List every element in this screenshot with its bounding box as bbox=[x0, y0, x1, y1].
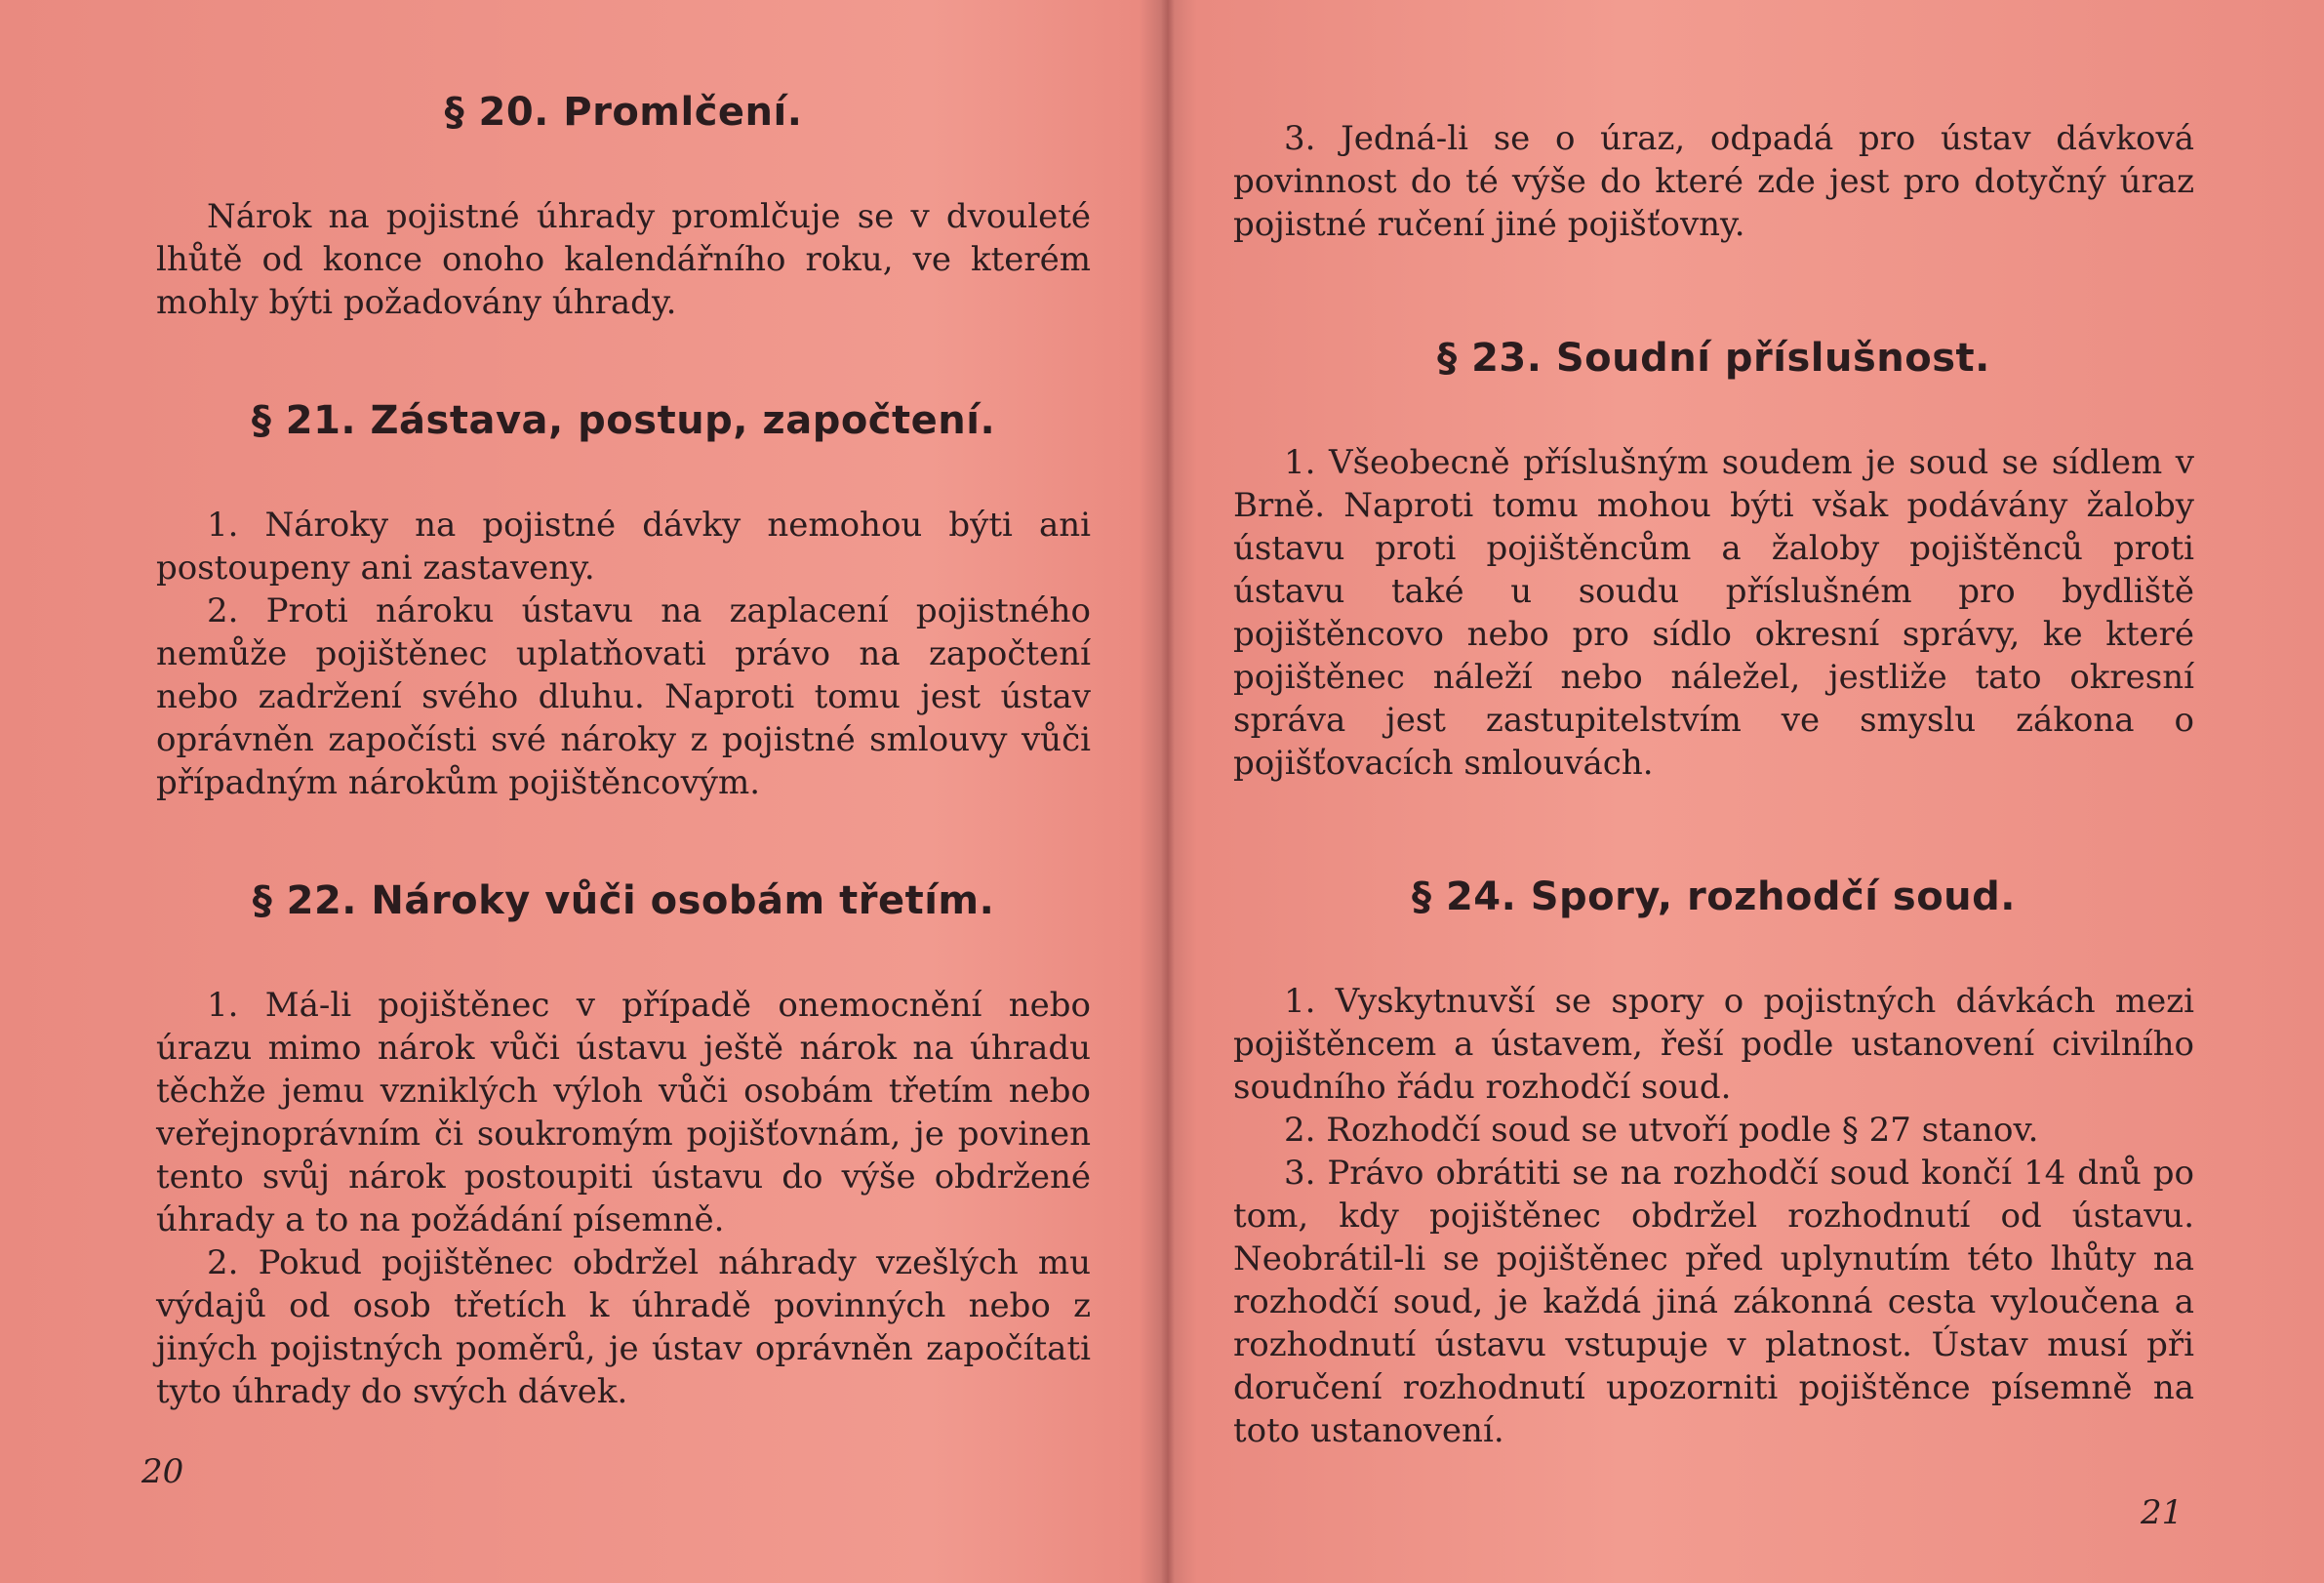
section-22-paragraph-3: 3. Jedná-li se o úraz, odpadá pro ústav dávková povinnost do té výše do které zde jest pro dotyčný úraz pojistné ručení jiné pojišťovny. bbox=[1233, 119, 2194, 244]
page-number-left: 20 bbox=[141, 1452, 184, 1491]
center-fold bbox=[1161, 0, 1175, 1583]
section-22-paragraph-2: 2. Pokud pojištěnec obdržel náhrady vzešlých mu výdajů od osob třetích k úhradě povinných nebo z jiných pojistných poměrů, je ústav oprávněn započítati tyto úhrady do svých dávek. bbox=[156, 1243, 1091, 1411]
section-24-paragraph-2: 2. Rozhodčí soud se utvoří podle § 27 stanov. bbox=[1284, 1111, 2039, 1150]
section-20-text: Nárok na pojistné úhrady promlčuje se v dvouleté lhůtě od konce onoho kalendářního roku, ve kterém mohly býti požadovány úhrady. bbox=[156, 197, 1091, 322]
right-text-column bbox=[1233, 117, 2194, 1452]
section-21-heading: § 21. Zástava, postup, započtení. bbox=[251, 398, 996, 443]
left-page bbox=[0, 0, 1161, 1583]
section-24-paragraph-3: 3. Právo obrátiti se na rozhodčí soud končí 14 dnů po tom, kdy pojištěnec obdržel rozhodnutí od ústavu. Neobrátil-li se pojištěnec před uplynutím této lhůty na rozhodčí soud, je každá jiná zákonná cesta vyloučena a rozhodnutí ústavu vstupuje v platnost. Ústav musí při doručení rozhodnutí upozorniti pojištěnce písemně na toto ustanovení. bbox=[1233, 1154, 2194, 1450]
left-text-column bbox=[156, 90, 1091, 1413]
section-21-paragraph-1: 1. Nároky na pojistné dávky nemohou býti ani postoupeny ani zastaveny. bbox=[156, 506, 1091, 588]
section-20-heading: § 20. Promlčení. bbox=[444, 90, 803, 135]
section-22-paragraph-1: 1. Má-li pojištěnec v případě onemocnění nebo úrazu mimo nárok vůči ústavu ještě nárok na úhradu těchže jemu vzniklých výloh vůči osobám třetím nebo veřejnoprávním či soukromým pojišťovnám, je povinen tento svůj nárok postoupiti ústavu do výše obdržené úhrady a to na požádání písemně. bbox=[156, 986, 1091, 1239]
section-23-heading: § 23. Soudní příslušnost. bbox=[1437, 336, 1990, 381]
page-number-right: 21 bbox=[2141, 1493, 2184, 1532]
section-21-paragraph-2: 2. Proti nároku ústavu na zaplacení pojistného nemůže pojištěnec uplatňovati právo na započtení nebo zadržení svého dluhu. Naproti tomu jest ústav oprávněn započísti své nároky z pojistné smlouvy vůči případným nárokům pojištěncovým. bbox=[156, 591, 1091, 802]
section-23-paragraph-1: 1. Všeobecně příslušným soudem je soud se sídlem v Brně. Naproti tomu mohou býti však podávány žaloby ústavu proti pojištěncům a žaloby pojištěnců proti ústavu také u soudu příslušném pro bydliště pojištěncovo nebo pro sídlo okresní správy, ke které pojištěnec náleží nebo náležel, jestliže tato okresní správa jest zastupitelstvím ve smyslu zákona o pojišťovacích smlouvách. bbox=[1233, 443, 2194, 783]
section-24-heading: § 24. Spory, rozhodčí soud. bbox=[1412, 874, 2016, 919]
section-22-heading: § 22. Nároky vůči osobám třetím. bbox=[252, 878, 995, 923]
right-page bbox=[1175, 0, 2324, 1583]
section-24-paragraph-1: 1. Vyskytnuvší se spory o pojistných dávkách mezi pojištěncem a ústavem, řeší podle ustanovení civilního soudního řádu rozhodčí soud. bbox=[1233, 982, 2194, 1107]
